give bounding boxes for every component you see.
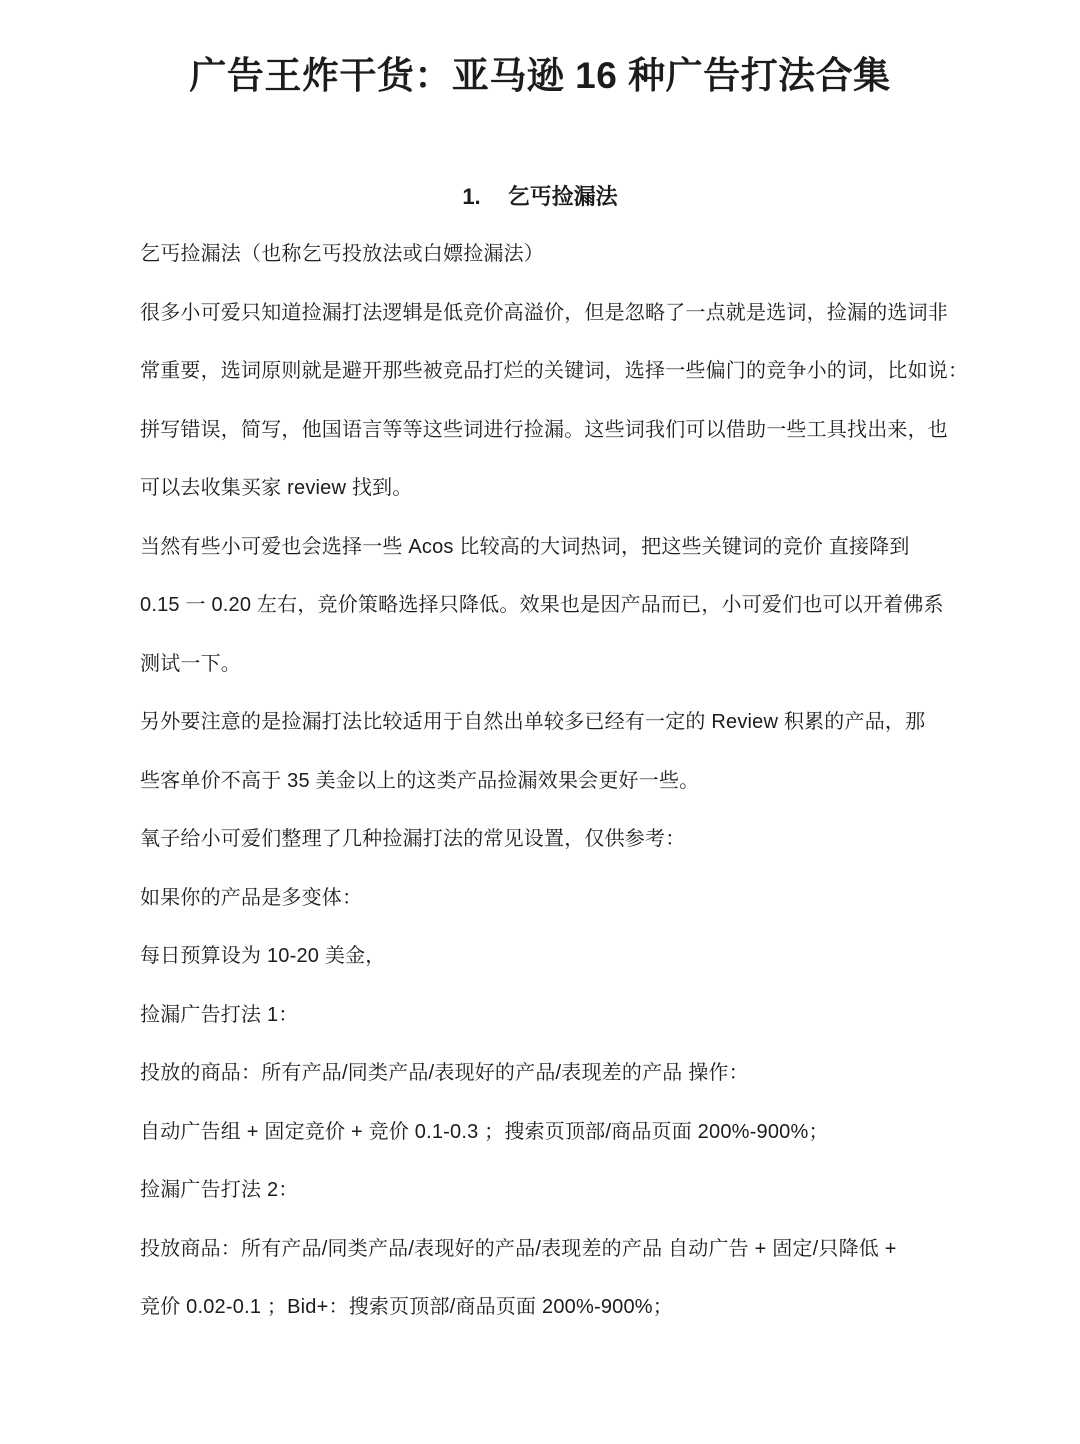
text-line: 捡漏广告打法 2：	[140, 1179, 299, 1201]
text-line: 乞丐捡漏法（也称乞丐投放法或白嫖捡漏法）	[140, 243, 544, 265]
text-line: 自动广告组 + 固定竞价 + 竞价 0.1-0.3 ；搜索页顶部/商品页面 200%-900%；	[140, 1120, 829, 1143]
section-number: 1.	[462, 184, 481, 209]
text-line: 0.15 一 0.20 左右，竞价策略选择只降低。效果也是因产品而已，小可爱们也可以开着佛系	[140, 594, 944, 616]
text-line: 些客单价不高于 35 美金以上的这类产品捡漏效果会更好一些。	[140, 769, 700, 792]
document-body	[140, 225, 969, 1337]
section-heading	[0, 182, 1080, 212]
text-line: 很多小可爱只知道捡漏打法逻辑是低竞价高溢价，但是忽略了一点就是选词，捡漏的选词非	[140, 301, 948, 324]
text-line: 常重要，选词原则就是避开那些被竞品打烂的关键词，选择一些偏门的竞争小的词，比如说：	[140, 360, 969, 382]
text-line: 当然有些小可爱也会选择一些 Acos 比较高的大词热词，把这些关键词的竞价 直接降到	[140, 535, 910, 558]
text-line: 竞价 0.02-0.1 ；Bid+：搜索页顶部/商品页面 200%-900%；	[140, 1296, 673, 1318]
text-line: 如果你的产品是多变体：	[140, 886, 363, 909]
text-line: 投放的商品：所有产品/同类产品/表现好的产品/表现差的产品 操作：	[140, 1062, 749, 1084]
text-line: 氧子给小可爱们整理了几种捡漏打法的常见设置，仅供参考：	[140, 828, 686, 850]
text-line: 拼写错误，简写，他国语言等等这些词进行捡漏。这些词我们可以借助一些工具找出来，也	[140, 418, 948, 441]
text-line: 每日预算设为 10-20 美金，	[140, 945, 386, 967]
text-line: 另外要注意的是捡漏打法比较适用于自然出单较多已经有一定的 Review 积累的产品，那	[140, 711, 926, 733]
section-title: 乞丐捡漏法	[507, 184, 618, 209]
text-line: 可以去收集买家 review 找到。	[140, 477, 413, 499]
document-title: 广告王炸干货：亚马逊 16 种广告打法合集	[189, 55, 891, 96]
text-line: 捡漏广告打法 1：	[140, 1003, 299, 1026]
text-line: 测试一下。	[140, 652, 241, 675]
text-line: 投放商品：所有产品/同类产品/表现好的产品/表现差的产品 自动广告 + 固定/只降低 +	[140, 1237, 897, 1260]
